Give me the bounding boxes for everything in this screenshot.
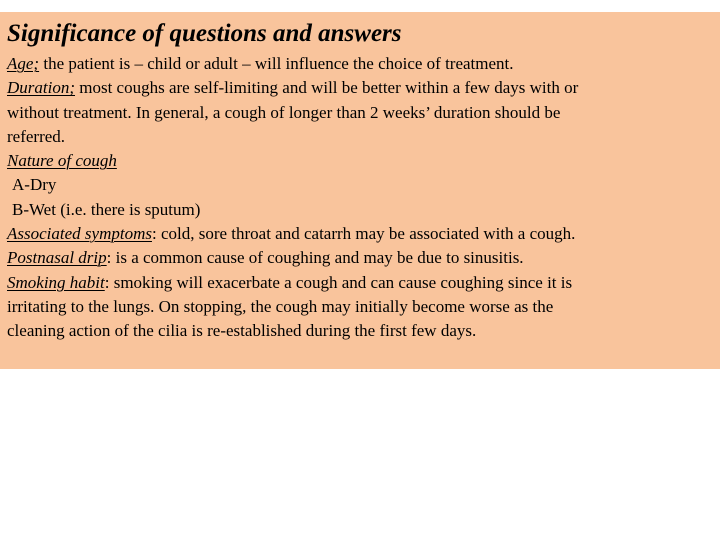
smoking-line-3: cleaning action of the cilia is re-established during the first few days. (7, 321, 477, 341)
age-label: Age; (7, 54, 40, 73)
postnasal-label: Postnasal drip (7, 248, 107, 268)
nature-label: Nature of cough (7, 151, 117, 171)
associated-text: : cold, sore throat and catarrh may be associated with a cough. (151, 224, 576, 244)
associated-line (7, 222, 712, 246)
age-text: the patient is – child or adult – will influence the choice of treatment. (39, 54, 514, 73)
postnasal-line (7, 246, 712, 270)
duration-line-3: referred. (7, 126, 66, 146)
content-panel (0, 12, 720, 369)
smoking-text-1: : smoking will exacerbate a cough and can cause coughing since it is (104, 272, 573, 292)
nature-line (7, 149, 712, 173)
age-line (7, 52, 712, 76)
postnasal-text: : is a common cause of coughing and may be due to sinusitis. (106, 248, 524, 268)
duration-line-1 (7, 76, 712, 100)
nature-item-wet: B-Wet (i.e. there is sputum) (12, 199, 201, 219)
smoking-line-1 (7, 271, 712, 295)
duration-label: Duration; (7, 78, 75, 98)
duration-text-1: most coughs are self-limiting and will be better within a few days with or (75, 78, 579, 98)
slide-body (7, 52, 712, 344)
smoking-line-2: irritating to the lungs. On stopping, the cough may initially become worse as the (7, 296, 554, 316)
slide-title: Significance of questions and answers (7, 20, 402, 47)
duration-line-2: without treatment. In general, a cough of longer than 2 weeks’ duration should be (7, 102, 561, 122)
smoking-label: Smoking habit (7, 272, 105, 292)
associated-label: Associated symptoms (7, 224, 152, 244)
nature-item-dry: A-Dry (12, 175, 57, 195)
